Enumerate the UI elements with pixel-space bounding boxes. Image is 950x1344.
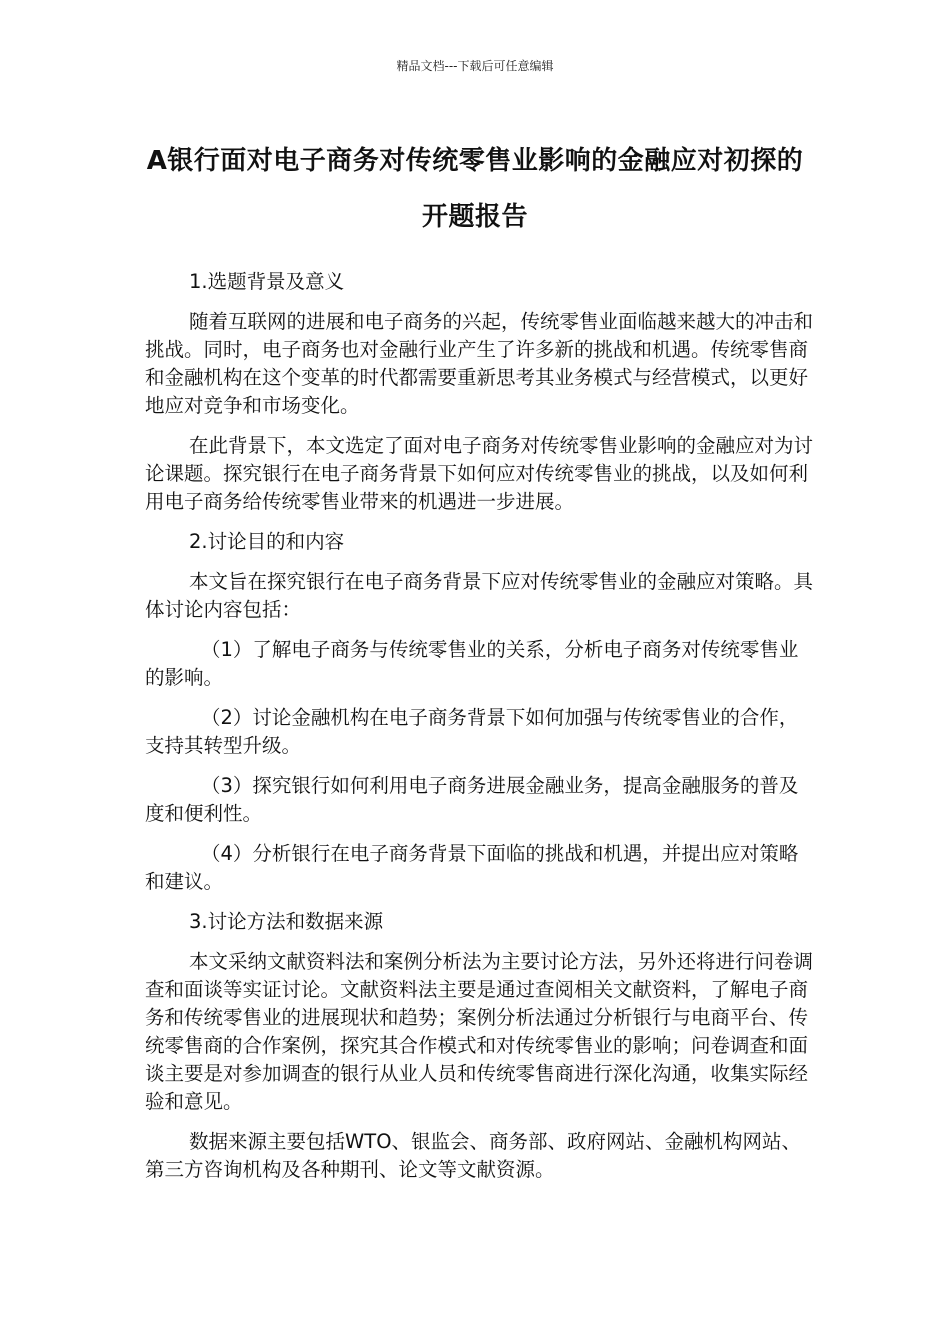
header-note: 精品文档---下载后可任意编辑 (396, 59, 554, 73)
paragraph-data-sources: 数据来源主要包括WTO、银监会、商务部、政府网站、金融机构网站、第三方咨询机构及各种期刊、论文等文献资源。 (145, 1130, 802, 1181)
list-item: （4）分析银行在电子商务背景下面临的挑战和机遇，并提出应对策略和建议。 (145, 842, 799, 893)
section-heading-3: 3.讨论方法和数据来源 (189, 910, 384, 933)
document-body (145, 268, 813, 1196)
list-item: （1）了解电子商务与传统零售业的关系，分析电子商务对传统零售业的影响。 (145, 638, 799, 689)
document-title: A银行面对电子商务对传统零售业影响的金融应对初探的开题报告 (146, 146, 804, 232)
list-item: （2）讨论金融机构在电子商务背景下如何加强与传统零售业的合作，支持其转型升级。 (145, 706, 799, 757)
paragraph-topic: 在此背景下，本文选定了面对电子商务对传统零售业影响的金融应对为讨论课题。探究银行在电子商务背景下如何应对传统零售业的挑战，以及如何利用电子商务给传统零售业带来的机遇进一步进展。 (145, 434, 814, 513)
paragraph-methods: 本文采纳文献资料法和案例分析法为主要讨论方法，另外还将进行问卷调查和面谈等实证讨论。文献资料法主要是通过查阅相关文献资料，了解电子商务和传统零售业的进展现状和趋势；案例分析法通过分析银行与电商平台、传统零售商的合作案例，探究其合作模式和对传统零售业的影响；问卷调查和面谈主要是对参加调查的银行从业人员和传统零售商进行深化沟通，收集实际经验和意见。 (145, 950, 814, 1113)
section-heading-1: 1.选题背景及意义 (189, 270, 345, 293)
list-item: （3）探究银行如何利用电子商务进展金融业务，提高金融服务的普及度和便利性。 (145, 774, 799, 825)
paragraph-background: 随着互联网的进展和电子商务的兴起，传统零售业面临越来越大的冲击和挑战。同时，电子商务也对金融行业产生了许多新的挑战和机遇。传统零售商和金融机构在这个变革的时代都需要重新思考其业务模式与经营模式，以更好地应对竞争和市场变化。 (145, 310, 814, 417)
section-heading-2: 2.讨论目的和内容 (189, 530, 345, 553)
paragraph-purpose: 本文旨在探究银行在电子商务背景下应对传统零售业的金融应对策略。具体讨论内容包括： (145, 570, 814, 621)
